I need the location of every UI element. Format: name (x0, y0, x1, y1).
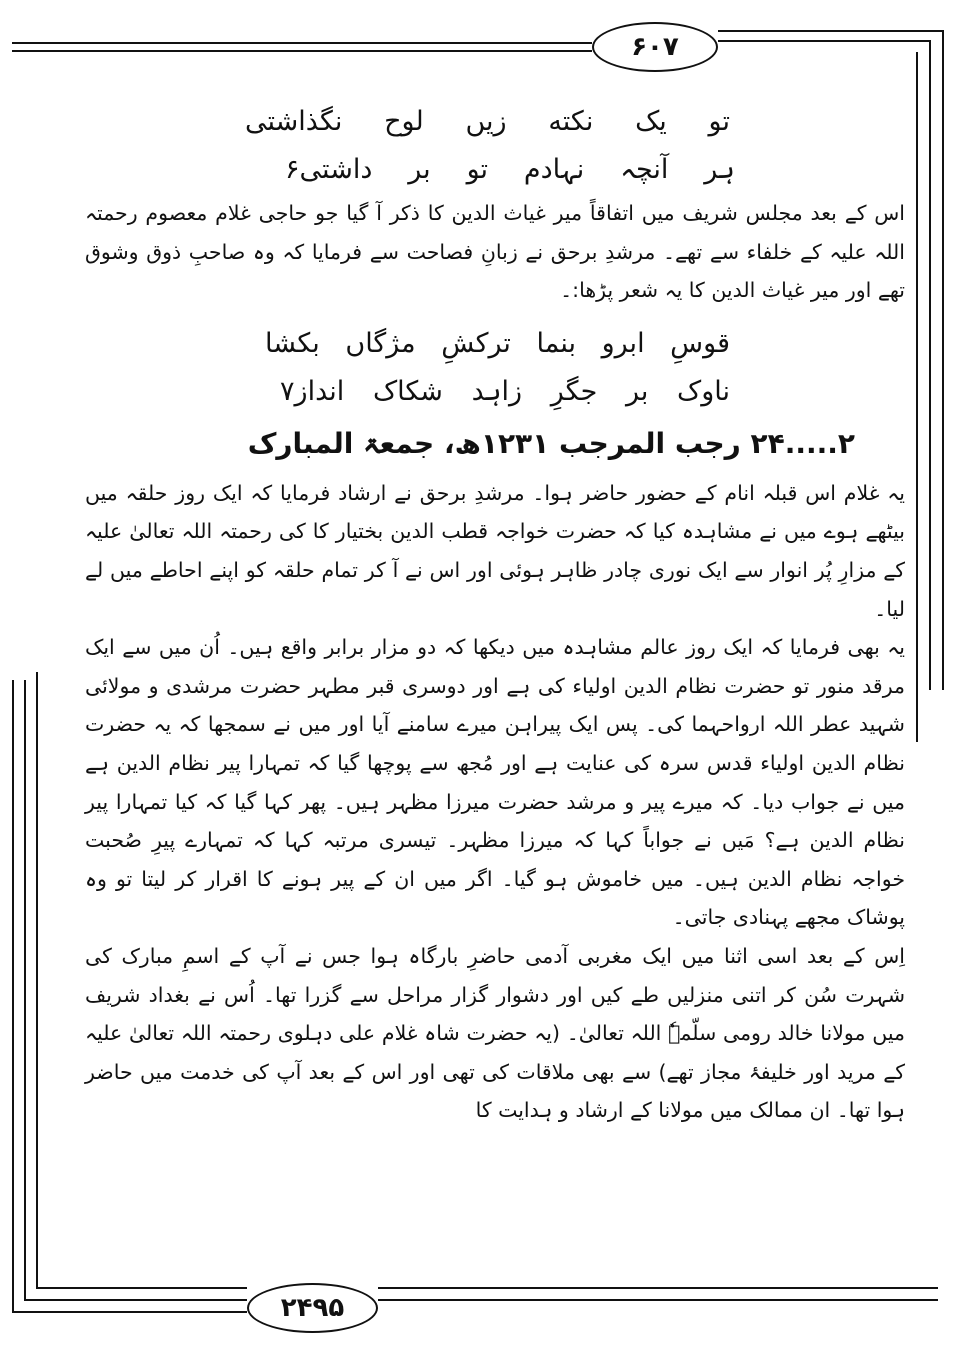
paragraph-2: یہ غلام اس قبلہ انام کے حضور حاضر ہوا۔ مرشدِ برحق نے ارشاد فرمایا کہ ایک روز حلقہ میں بیٹھے ہوے میں نے مشاہدہ کیا کہ حضرت خواجہ قطب الدین بختیار کا کی رحمتہ اللہ تعالیٰ علیہ کے مزارِ پُر انوار سے ایک نوری چادر ظاہر ہوئی اور اس نے آ کر تمام حلقہ کو اپنے احاطے میں لے لیا۔ (85, 480, 905, 621)
poem-1-line-1 (245, 98, 730, 146)
word: انداز۷ (280, 375, 345, 407)
word: مژگاں (345, 327, 416, 359)
word: نکته (548, 106, 594, 137)
word: شکاک (372, 375, 443, 407)
word: آنچہ (620, 154, 669, 185)
word: ناوک (677, 375, 730, 407)
word: ترکشِ (441, 327, 511, 359)
frame-border-top-right (718, 30, 943, 32)
word: بکشا (265, 327, 320, 359)
frame-border-top-inner (12, 50, 592, 52)
word: نگذاشتی (245, 106, 343, 137)
word: لوح (384, 106, 424, 137)
frame-border-left-inner (36, 672, 38, 1288)
word: جگرِ (550, 375, 598, 407)
word: تو (466, 154, 489, 185)
word: تو (708, 106, 730, 137)
date-heading: ۲.....۲۴ رجب المرجب ۱۲۳۱ھ، جمعۃ المبارک (247, 426, 855, 460)
word: قوسِ (670, 327, 730, 359)
page-content (85, 98, 905, 1130)
frame-border-bottom-inner (36, 1287, 247, 1289)
paragraph-4: اِس کے بعد اسی اثنا میں ایک مغربی آدمی حاضرِ بارگاہ ہوا جس نے آپ کے اسمِ مبارک کی شہرت سُن کر اتنی منزلیں طے کیں اور دشوار گزار مراحل سے گزرا تھا۔ اُس نے بغداد شریف میں مولانا خالد رومی سلّمہٗ اللہ تعالیٰ۔ (یہ حضرت شاہ غلام علی دہلوی رحمتہ اللہ تعالیٰ علیہ کے مرید اور خلیفۂ مجاز تھے) سے بھی ملاقات کی تھی اور اس کے بعد آپ کی خدمت میں حاضر ہوا تھا۔ ان ممالک میں مولانا کے ارشاد و ہدایت کا (85, 943, 905, 1123)
word: نہادم (523, 154, 585, 185)
word: زیں (465, 106, 507, 137)
frame-border-top-right-inner (718, 40, 930, 42)
poem-2-line-2 (280, 368, 730, 416)
frame-border-right-outer (942, 30, 944, 690)
word: ہر (704, 154, 735, 185)
frame-border-left-mid (24, 680, 26, 1300)
frame-border-bottom-mid (24, 1299, 247, 1301)
paragraph-3: یہ بھی فرمایا کہ ایک روز عالم مشاہدہ میں دیکھا کہ دو مزار برابر واقع ہیں۔ اُن میں سے ایک مرقد منور تو حضرت نظام الدین اولیاء کی ہے اور دوسری قبر مطہر حضرت مرشدی و مولائی شہید عطر اللہ ارواحہما کی۔ پس ایک پیراہن میرے سامنے آیا اور میں نے سمجھا کہ یہ حضرت نظام الدین اولیاء قدس سرہ کی عنایت ہے اور مُجھ سے پوچھا گیا کہ تمہارا پیر نظام الدین ہے میں نے جواب دیا۔ کہ میرے پیر و مرشد حضرت میرزا مظہر ہیں۔ پھر کہا گیا کہ کیا تمہارا پیر نظام الدین ہے؟ مَیں نے جواباً کہا کہ میرزا مظہر۔ تیسری مرتبہ کہا کہ تمہارے پیرِ صُحبت خواجہ نظام الدین ہیں۔ میں خاموش ہو گیا۔ اگر میں ان کے پیر ہونے کا اقرار کر لیتا تو وہ پوشاک مجھے پہنادی جاتی۔ (85, 635, 905, 930)
frame-border-bottom-right-inner (378, 1287, 938, 1289)
frame-border-right-inner (916, 52, 918, 742)
word: بر (625, 375, 649, 407)
frame-border-right-mid (929, 40, 931, 690)
poem-2-line-1 (265, 320, 730, 368)
word: بر (408, 154, 431, 185)
poem-1-line-2 (285, 146, 735, 194)
bottom-page-number: ۲۴۹۵ (247, 1283, 378, 1333)
paragraph-1: اس کے بعد مجلس شریف میں اتفاقاً میر غیاث الدین کا ذکر آ گیا جو حاجی غلام معصوم رحمتہ اللہ علیہ کے خلفاء سے تھے۔ مرشدِ برحق نے زبانِ فصاحت سے فرمایا کہ وہ صاحبِ ذوق وشوق تھے اور میر غیاث الدین کا یہ شعر پڑھا:۔ (85, 201, 905, 303)
word: یک (635, 106, 667, 137)
frame-border-left-outer (12, 680, 14, 1312)
word: ابرو (601, 327, 645, 359)
word: بنما (536, 327, 577, 359)
top-page-number: ۶۰۷ (592, 22, 718, 72)
frame-border-bottom-outer (12, 1311, 247, 1313)
word: داشتی۶ (285, 154, 373, 185)
word: زاہد (471, 375, 523, 407)
frame-border-bottom-right (378, 1299, 938, 1301)
frame-border-top (12, 42, 592, 44)
